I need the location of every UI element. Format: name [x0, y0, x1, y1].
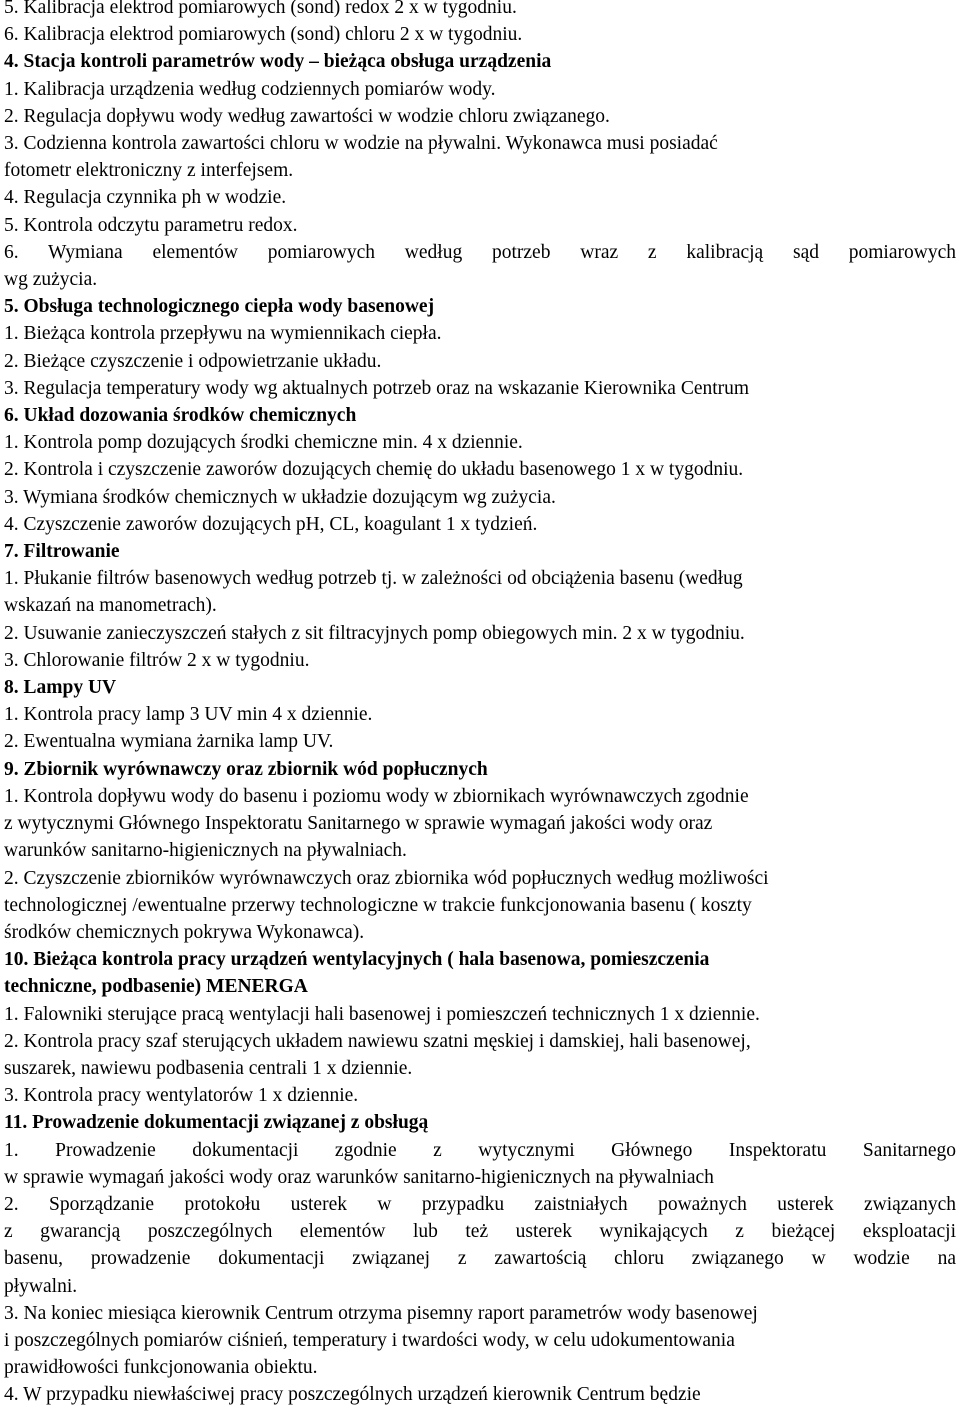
text-line: 5. Kontrola odczytu parametru redox. [4, 214, 298, 236]
section-heading: 4. Stacja kontroli parametrów wody – bieżąca obsługa urządzenia [4, 51, 552, 73]
section-heading: 5. Obsługa technologicznego ciepła wody basenowej [4, 296, 435, 318]
text-line: 1. Bieżąca kontrola przepływu na wymiennikach ciepła. [4, 323, 442, 345]
text-line: 2. Czyszczenie zbiorników wyrównawczych oraz zbiornika wód popłucznych według możliwości [4, 867, 769, 889]
text-line: 4. Regulacja czynnika ph w wodzie. [4, 187, 287, 209]
text-line: 1. Płukanie filtrów basenowych według potrzeb tj. w zależności od obciążenia basenu (według [4, 568, 743, 590]
text-line: 2. Ewentualna wymiana żarnika lamp UV. [4, 731, 334, 753]
text-line: pływalni. [4, 1275, 78, 1297]
text-line: prawidłowości funkcjonowania obiektu. [4, 1357, 318, 1379]
text-line: z gwarancją poszczególnych elementów lub też usterek wynikających z bieżącej eksploatacji [4, 1221, 956, 1243]
text-line: 1. Kontrola pracy lamp 3 UV min 4 x dziennie. [4, 704, 373, 726]
text-line: 2. Regulacja dopływu wody według zawartości w wodzie chloru związanego. [4, 105, 610, 127]
text-line: w sprawie wymagań jakości wody oraz warunków sanitarno-higienicznych na pływalniach [4, 1166, 714, 1188]
text-line: wskazań na manometrach). [4, 595, 217, 617]
text-line: z wytycznymi Głównego Inspektoratu Sanitarnego w sprawie wymagań jakości wody oraz [4, 813, 713, 835]
text-line: środków chemicznych pokrywa Wykonawca). [4, 921, 365, 943]
text-line: 3. Codzienna kontrola zawartości chloru w wodzie na pływalni. Wykonawca musi posiadać [4, 133, 718, 155]
section-heading: techniczne, podbasenie) MENERGA [4, 976, 308, 998]
text-line: 3. Na koniec miesiąca kierownik Centrum otrzyma pisemny raport parametrów wody basenowej [4, 1302, 758, 1324]
text-line: technologicznej /ewentualne przerwy technologiczne w trakcie funkcjonowania basenu ( koszty [4, 894, 752, 916]
section-heading: 6. Układ dozowania środków chemicznych [4, 405, 357, 427]
text-line: 4. Czyszczenie zaworów dozujących pH, CL, koagulant 1 x tydzień. [4, 513, 538, 535]
text-line: 2. Sporządzanie protokołu usterek w przypadku zaistniałych poważnych usterek związanych [4, 1193, 956, 1215]
section-heading: 9. Zbiornik wyrównawczy oraz zbiornik wód popłucznych [4, 758, 488, 780]
text-line: 4. W przypadku niewłaściwej pracy poszczególnych urządzeń kierownik Centrum będzie [4, 1384, 701, 1406]
text-line: 2. Bieżące czyszczenie i odpowietrzanie układu. [4, 350, 382, 372]
text-line: fotometr elektroniczny z interfejsem. [4, 160, 294, 182]
text-line: 6. Wymiana elementów pomiarowych według potrzeb wraz z kalibracją sąd pomiarowych [4, 241, 956, 263]
text-line: suszarek, nawiewu podbasenia centrali 1 x dziennie. [4, 1057, 413, 1079]
section-heading: 8. Lampy UV [4, 677, 117, 699]
section-heading: 7. Filtrowanie [4, 541, 120, 563]
text-line: 3. Kontrola pracy wentylatorów 1 x dziennie. [4, 1085, 359, 1107]
text-line: 2. Usuwanie zanieczyszczeń stałych z sit filtracyjnych pomp obiegowych min. 2 x w tygodniu. [4, 622, 745, 644]
text-line: 1. Falowniki sterujące pracą wentylacji hali basenowej i pomieszczeń technicznych 1 x dziennie. [4, 1003, 760, 1025]
text-line: 2. Kontrola pracy szaf sterujących układem nawiewu szatni męskiej i damskiej, hali basenowej, [4, 1030, 751, 1052]
section-heading: 10. Bieżąca kontrola pracy urządzeń wentylacyjnych ( hala basenowa, pomieszczenia [4, 949, 710, 971]
text-line: 1. Kalibracja urządzenia według codziennych pomiarów wody. [4, 78, 496, 100]
section-heading: 11. Prowadzenie dokumentacji związanej z obsługą [4, 1112, 429, 1134]
text-line: 3. Wymiana środków chemicznych w układzie dozującym wg zużycia. [4, 486, 556, 508]
text-line: warunków sanitarno-higienicznych na pływalniach. [4, 840, 407, 862]
text-line: wg zużycia. [4, 269, 98, 291]
text-line: 2. Kontrola i czyszczenie zaworów dozujących chemię do układu basenowego 1 x w tygodniu. [4, 459, 744, 481]
text-line: basenu, prowadzenie dokumentacji związanej z zawartością chloru związanego w wodzie na [4, 1248, 956, 1270]
text-line: 1. Kontrola dopływu wody do basenu i poziomu wody w zbiornikach wyrównawczych zgodnie [4, 785, 749, 807]
text-line: 5. Kalibracja elektrod pomiarowych (sond) redox 2 x w tygodniu. [4, 0, 517, 18]
text-line: 1. Kontrola pomp dozujących środki chemiczne min. 4 x dziennie. [4, 432, 523, 454]
text-line: 1. Prowadzenie dokumentacji zgodnie z wytycznymi Głównego Inspektoratu Sanitarnego [4, 1139, 956, 1161]
text-line: 3. Chlorowanie filtrów 2 x w tygodniu. [4, 649, 310, 671]
text-line: 3. Regulacja temperatury wody wg aktualnych potrzeb oraz na wskazanie Kierownika Centrum [4, 377, 750, 399]
text-line: i poszczególnych pomiarów ciśnień, temperatury i twardości wody, w celu udokumentowania [4, 1329, 735, 1351]
text-line: 6. Kalibracja elektrod pomiarowych (sond) chloru 2 x w tygodniu. [4, 24, 523, 46]
